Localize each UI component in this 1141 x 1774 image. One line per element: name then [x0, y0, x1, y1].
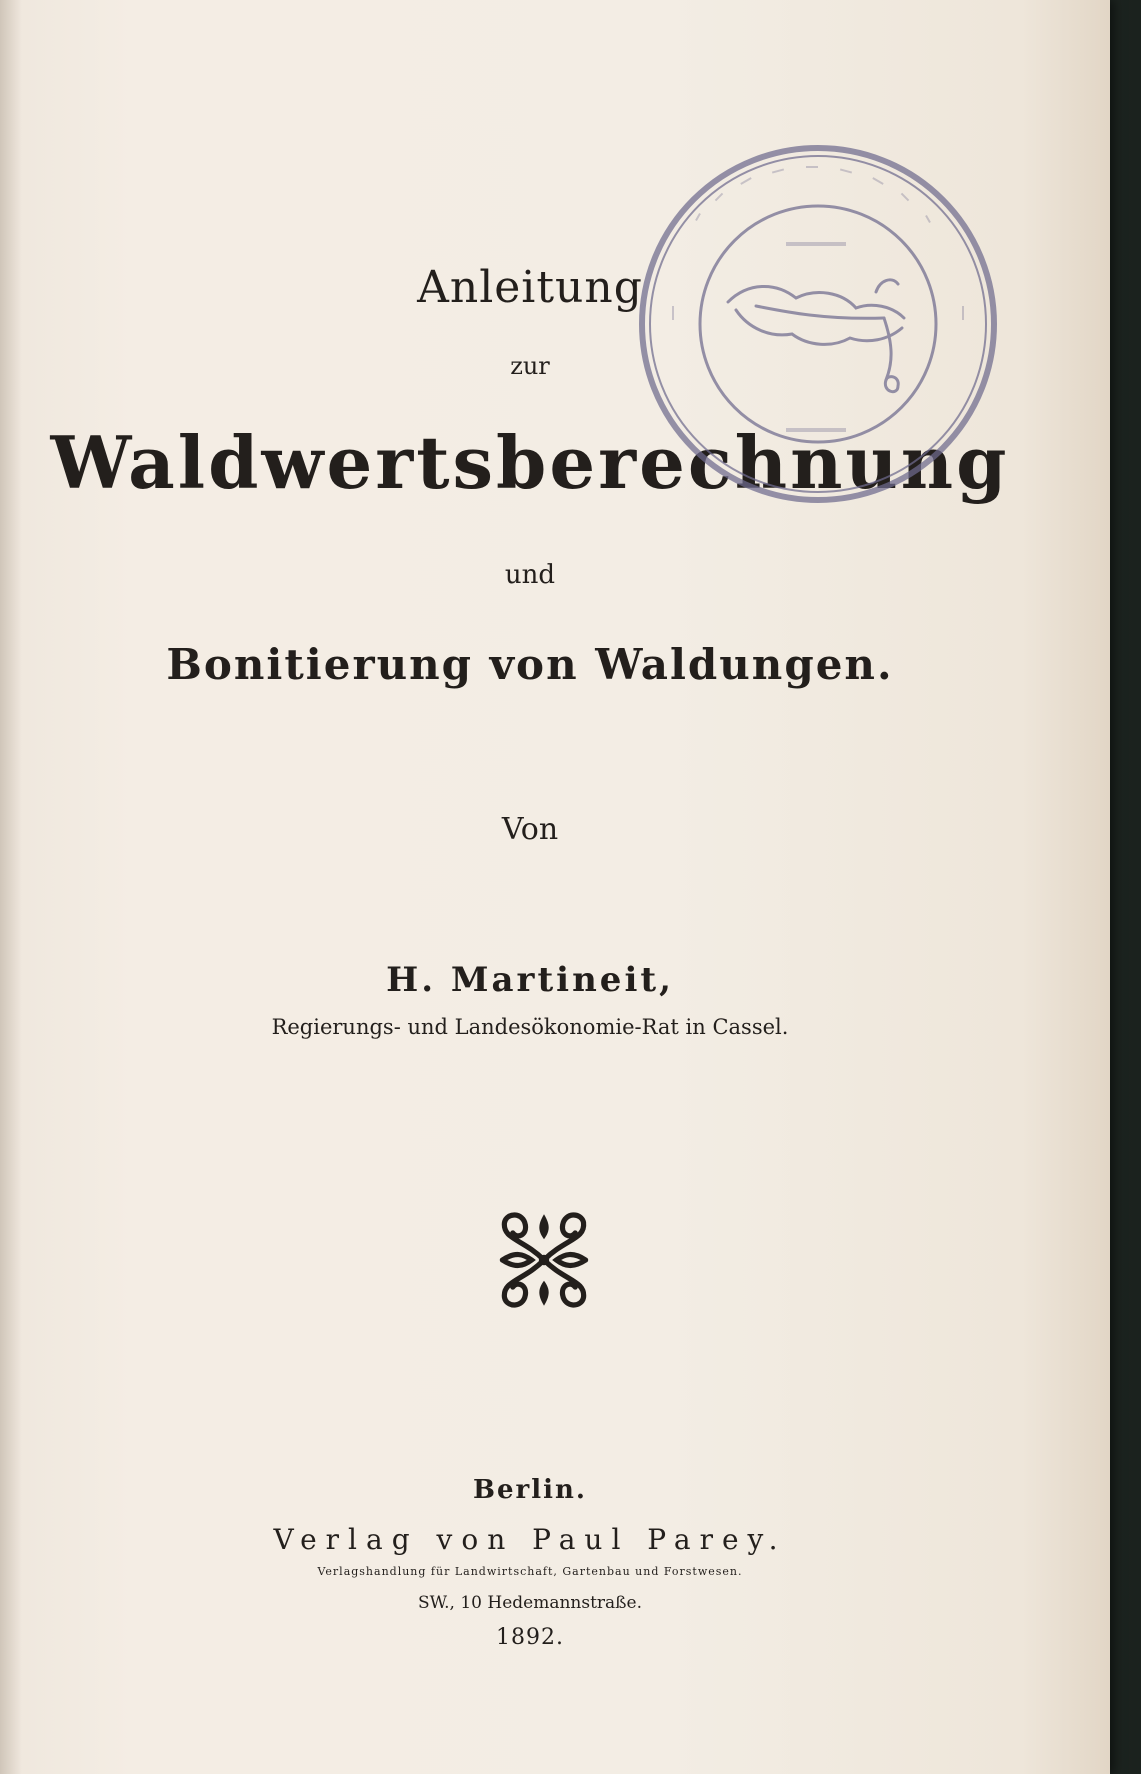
imprint-city: Berlin.	[473, 1475, 587, 1505]
title-line-2: zur	[510, 352, 550, 380]
fleuron-ornament-icon	[492, 1208, 596, 1312]
title-connector: und	[504, 560, 556, 590]
imprint-address: SW., 10 Hedemannstraße.	[417, 1593, 642, 1613]
main-title: Waldwertsberechnung	[50, 420, 1010, 505]
title-line-1: Anleitung	[417, 262, 643, 313]
imprint-publisher-subtitle: Verlagshandlung für Landwirtschaft, Gartenbau und Forstwesen.	[317, 1565, 743, 1578]
byline-label: Von	[501, 812, 559, 847]
imprint-year: 1892.	[496, 1625, 564, 1650]
author-name: H. Martineit,	[386, 960, 674, 1000]
subtitle: Bonitierung von Waldungen.	[166, 640, 894, 689]
imprint-publisher: Verlag von Paul Parey.	[273, 1523, 787, 1556]
author-role: Regierungs- und Landesökonomie-Rat in Cassel.	[271, 1015, 789, 1039]
library-stamp	[636, 142, 1000, 506]
